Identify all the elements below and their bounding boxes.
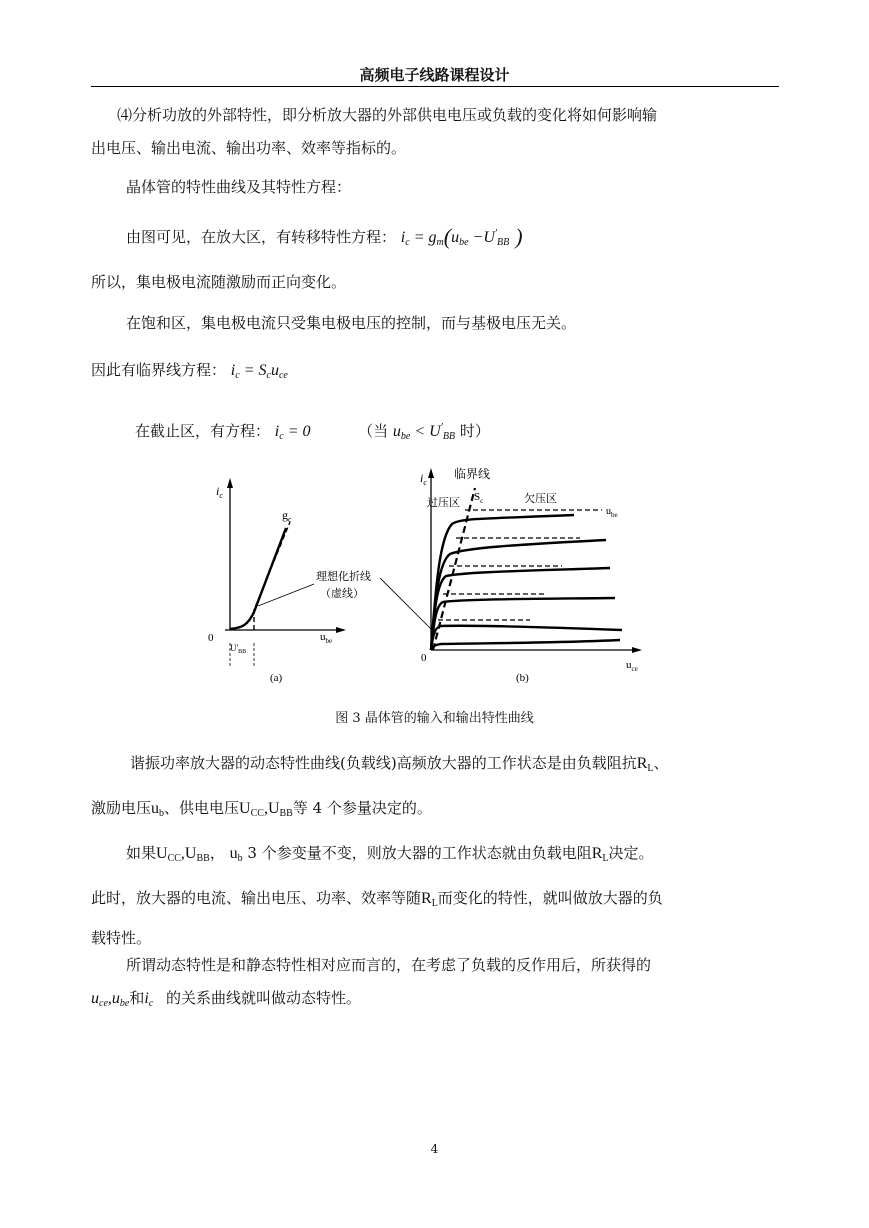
symbol-rl: $R_L$ xyxy=(591,845,609,864)
equation: ic = gm(ube −U'BB ) xyxy=(400,224,523,249)
panel-label-b: (b) xyxy=(516,672,529,684)
symbol-rl: $R_L$ xyxy=(636,755,654,774)
symbol-ucc-ubb: $U_{CC},U_{BB}$ xyxy=(239,800,293,819)
x-axis-arrow xyxy=(336,627,346,633)
paragraph-line: 此时，放大器的电流、输出电压、功率、效率等随$R_L$而变化的特性，就叫做放大器的负 xyxy=(91,889,663,909)
text: 谐振功率放大器的动态特性曲线(负载线)高频放大器的工作状态是由负载阻抗 xyxy=(130,754,637,772)
page-header-title: 高频电子线路课程设计 xyxy=(359,66,510,84)
input-curve xyxy=(230,528,286,629)
symbol-ic: ic xyxy=(144,990,154,1009)
symbol-ucc-ubb: $U_{CC},U_{BB}$ xyxy=(156,845,210,864)
note-text: （虚线） xyxy=(320,588,364,600)
ubb-label: $U'_{BB}$ xyxy=(230,643,247,655)
x-axis-label: $u_{be}$ xyxy=(320,631,333,645)
ube-parameter-label: $u_{be}$ xyxy=(606,506,618,519)
ideal-output-lines xyxy=(438,510,602,620)
paragraph-line: 所以，集电极电流随激励而正向变化。 xyxy=(91,273,347,291)
x-axis-arrow xyxy=(632,647,642,653)
paragraph-line: 所谓动态特性是和静态特性相对应而言的，在考虑了负载的反作用后，所获得的 xyxy=(126,956,652,974)
output-curves xyxy=(431,515,622,650)
symbol-ub: $u_b$ xyxy=(229,845,243,864)
critical-line-label: 临界线 xyxy=(454,467,491,481)
paragraph-line: 谐振功率放大器的动态特性曲线(负载线)高频放大器的工作状态是由负载阻抗$R_L$、 xyxy=(130,754,669,774)
symbol-ub: $u_b$ xyxy=(151,800,165,819)
origin-label: 0 xyxy=(421,652,427,664)
figure-caption: 图 3 晶体管的输入和输出特性曲线 xyxy=(335,711,534,726)
transistor-characteristic-figure xyxy=(190,462,650,694)
text: 时） xyxy=(459,422,490,440)
underdrive-region-label: 欠压区 xyxy=(524,493,557,505)
annotation xyxy=(258,569,436,634)
paragraph-line: uce,ube和ic 的关系曲线就叫做动态特性。 xyxy=(91,989,362,1009)
leader-line xyxy=(380,578,436,634)
paragraph-line: 如果$U_{CC},U_{BB}$， $u_b$ 3 个参变量不变，则放大器的工作状态就由负载电阻$R_L$决定。 xyxy=(126,844,654,864)
panel-label-a: (a) xyxy=(270,672,283,684)
leader-line xyxy=(258,584,314,606)
paragraph-line: 晶体管的特性曲线及其特性方程： xyxy=(126,178,352,196)
cutoff-equation xyxy=(135,418,490,447)
symbol-rl: $R_L$ xyxy=(421,890,438,909)
note-text: 理想化折线 xyxy=(316,571,371,583)
ideal-broken-line xyxy=(254,522,290,630)
critical-line-equation xyxy=(91,360,288,386)
condition: ube < U'BB xyxy=(392,422,456,442)
sc-label: $S_c$ xyxy=(474,491,484,505)
transfer-equation-line xyxy=(126,224,523,253)
equation: ic = 0 xyxy=(274,423,311,442)
paragraph-line: 载特性。 xyxy=(91,929,152,947)
paragraph-line: ⑷分析功放的外部特性，即分析放大器的外部供电电压或负载的变化将如何影响输 xyxy=(117,106,658,124)
text: （当 xyxy=(358,422,389,440)
paragraph-line: 出电压、输出电流、输出功率、效率等指标的。 xyxy=(91,139,407,157)
symbol-uce-ube: uce,ube xyxy=(91,990,130,1009)
header-rule xyxy=(91,86,779,87)
saturation-region-label: 过压区 xyxy=(427,497,460,509)
output-characteristic-panel xyxy=(420,466,642,684)
paragraph-line: 激励电压$u_b$、供电电压$U_{CC},U_{BB}$等 4 个参量决定的。 xyxy=(91,799,432,819)
x-axis-label: $u_{ce}$ xyxy=(626,659,638,673)
y-axis-arrow xyxy=(227,478,233,488)
text: 在截止区，有方程： xyxy=(135,422,271,440)
equation: ic = Scuce xyxy=(230,362,288,381)
page-number: 4 xyxy=(430,1142,439,1156)
origin-label: 0 xyxy=(208,632,214,644)
gc-label: $g_c$ xyxy=(282,508,292,524)
text: 由图可见，在放大区，有转移特性方程： xyxy=(126,228,397,246)
paragraph-line: 在饱和区，集电极电流只受集电极电压的控制，而与基极电压无关。 xyxy=(126,314,577,332)
text: 因此有临界线方程： xyxy=(91,361,227,379)
y-axis-label: $i_c$ xyxy=(216,484,223,500)
y-axis-label: $i_c$ xyxy=(420,471,427,487)
y-axis-arrow xyxy=(428,468,434,478)
